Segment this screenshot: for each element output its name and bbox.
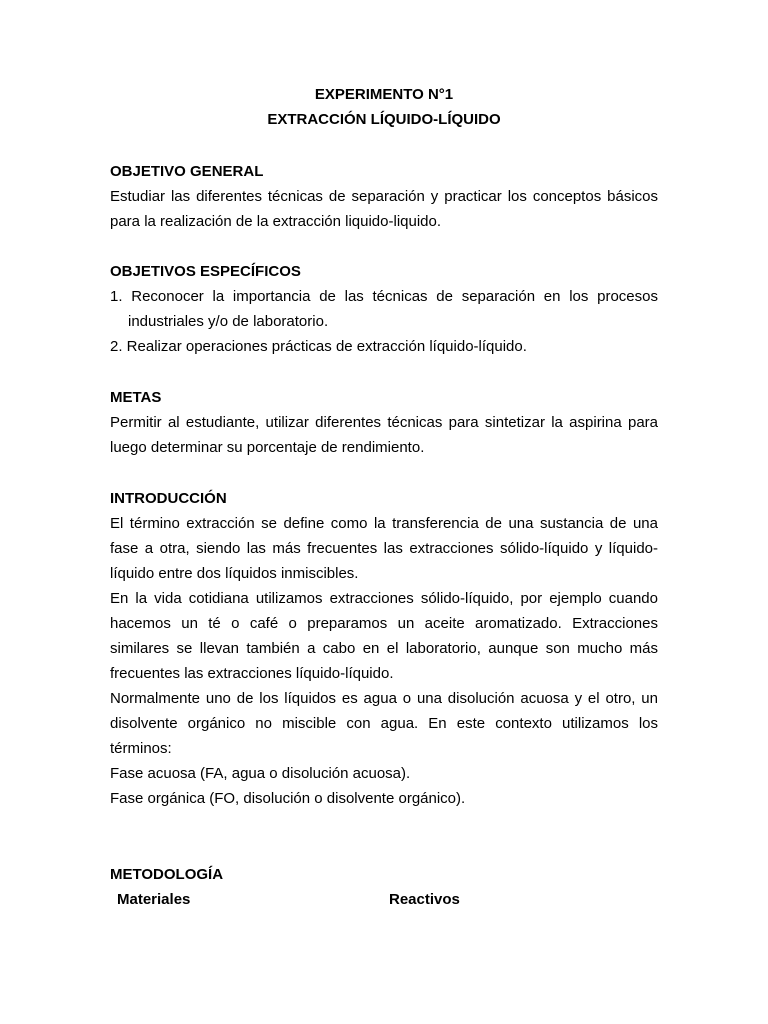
section-metodologia — [110, 862, 658, 912]
paragraph: Normalmente uno de los líquidos es agua o una disolución acuosa y el otro, un disolvente orgánico no miscible con agua. En este contexto utilizamos los términos: — [110, 690, 658, 757]
section-objetivo-general — [110, 159, 658, 234]
section-heading: METODOLOGÍA — [110, 866, 224, 883]
section-heading: INTRODUCCIÓN — [110, 490, 227, 507]
column-headers — [110, 887, 658, 912]
list-item: 1. Reconocer la importancia de las técnicas de separación en los procesos industriales y/o de laboratorio. — [110, 288, 658, 330]
experiment-title: EXPERIMENTO N°1 — [314, 86, 454, 103]
section-introduccion — [110, 486, 658, 811]
section-objetivos-especificos — [110, 259, 658, 359]
paragraph: Fase acuosa (FA, agua o disolución acuosa). — [110, 765, 411, 782]
section-heading: METAS — [110, 389, 162, 406]
column-header-materiales: Materiales — [117, 891, 191, 908]
column-header-reactivos: Reactivos — [389, 891, 460, 908]
section-heading: OBJETIVOS ESPECÍFICOS — [110, 263, 301, 280]
experiment-subtitle: EXTRACCIÓN LÍQUIDO-LÍQUIDO — [267, 111, 501, 128]
section-text: Estudiar las diferentes técnicas de separación y practicar los conceptos básicos para la realización de la extracción liquido-liquido. — [110, 188, 658, 230]
section-text: Permitir al estudiante, utilizar diferentes técnicas para sintetizar la aspirina para luego determinar su porcentaje de rendimiento. — [110, 414, 658, 456]
paragraph: Fase orgánica (FO, disolución o disolvente orgánico). — [110, 790, 466, 807]
paragraph: En la vida cotidiana utilizamos extracciones sólido-líquido, por ejemplo cuando hacemos un té o café o preparamos un aceite aromatizado. Extracciones similares se llevan también a cabo en el laboratorio, aunque son mucho más frecuentes las extracciones líquido-líquido. — [110, 590, 658, 682]
section-heading: OBJETIVO GENERAL — [110, 163, 264, 180]
section-metas — [110, 385, 658, 460]
list-item: 2. Realizar operaciones prácticas de extracción líquido-líquido. — [110, 338, 527, 355]
paragraph: El término extracción se define como la transferencia de una sustancia de una fase a otra, siendo las más frecuentes las extracciones sólido-líquido y líquido-líquido entre dos líquidos inmiscibles. — [110, 515, 658, 582]
